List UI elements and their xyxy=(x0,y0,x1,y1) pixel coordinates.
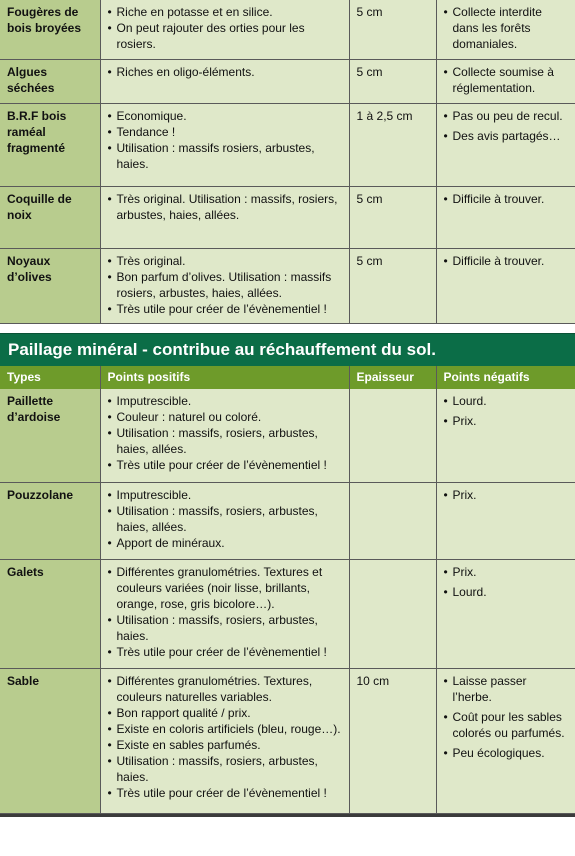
positives-list xyxy=(108,64,343,80)
mineral-table-body xyxy=(0,389,575,813)
negatives-list xyxy=(444,487,570,503)
mulch-type: Paillette d’ardoise xyxy=(0,389,100,482)
header-thickness: Epaisseur xyxy=(349,366,436,389)
positive-point: • Utilisation : massifs, rosiers, arbustes, haies. xyxy=(108,753,343,785)
positive-point: • Très original. Utilisation : massifs, rosiers, arbustes, haies, allées. xyxy=(108,191,343,223)
negatives-cell xyxy=(436,482,575,559)
positives-cell xyxy=(100,482,349,559)
positive-point: • Tendance ! xyxy=(108,124,343,140)
positive-point: • Riche en potasse et en silice. xyxy=(108,4,343,20)
table-row xyxy=(0,187,575,249)
thickness-cell: 5 cm xyxy=(349,249,436,324)
negatives-list xyxy=(444,108,570,144)
positives-cell xyxy=(100,0,349,60)
mulch-type: Pouzzolane xyxy=(0,482,100,559)
organic-mulch-table xyxy=(0,0,575,324)
table-row xyxy=(0,249,575,324)
positive-point: • Existe en coloris artificiels (bleu, rouge…). xyxy=(108,721,343,737)
positive-point: • Très utile pour créer de l’évènementiel ! xyxy=(108,644,343,660)
positive-point: • On peut rajouter des orties pour les rosiers. xyxy=(108,20,343,52)
thickness-cell: 5 cm xyxy=(349,187,436,249)
thickness-cell: 10 cm xyxy=(349,668,436,813)
positives-cell xyxy=(100,668,349,813)
negative-point: • Pas ou peu de recul. xyxy=(444,108,570,124)
negative-point: • Prix. xyxy=(444,487,570,503)
table-row xyxy=(0,60,575,104)
mineral-section-title: Paillage minéral - contribue au réchauffement du sol. xyxy=(0,333,575,366)
positive-point: • Bon rapport qualité / prix. xyxy=(108,705,343,721)
positives-list xyxy=(108,191,343,223)
positive-point: • Utilisation : massifs, rosiers, arbustes, haies. xyxy=(108,612,343,644)
positive-point: • Utilisation : massifs rosiers, arbustes, haies. xyxy=(108,140,343,172)
negatives-cell xyxy=(436,104,575,187)
positives-list xyxy=(108,108,343,172)
negative-point: • Prix. xyxy=(444,564,570,580)
positive-point: • Très utile pour créer de l’évènementiel ! xyxy=(108,301,343,317)
negatives-list xyxy=(444,253,570,269)
mulch-type: Coquille de noix xyxy=(0,187,100,249)
positives-list xyxy=(108,487,343,551)
table-row xyxy=(0,104,575,187)
positives-cell xyxy=(100,60,349,104)
negative-point: • Peu écologiques. xyxy=(444,745,570,761)
positive-point: • Utilisation : massifs, rosiers, arbustes, haies, allées. xyxy=(108,425,343,457)
negatives-list xyxy=(444,564,570,600)
negatives-cell xyxy=(436,668,575,813)
positive-point: • Très original. xyxy=(108,253,343,269)
thickness-cell xyxy=(349,482,436,559)
positives-list xyxy=(108,393,343,473)
negative-point: • Collecte soumise à réglementation. xyxy=(444,64,570,96)
negative-point: • Laisse passer l’herbe. xyxy=(444,673,570,705)
negatives-cell xyxy=(436,0,575,60)
negative-point: • Des avis partagés… xyxy=(444,128,570,144)
negatives-list xyxy=(444,4,570,52)
mulch-type: Noyaux d’olives xyxy=(0,249,100,324)
positives-cell xyxy=(100,559,349,668)
thickness-cell: 5 cm xyxy=(349,60,436,104)
positive-point: • Très utile pour créer de l’évènementiel ! xyxy=(108,785,343,801)
negative-point: • Difficile à trouver. xyxy=(444,191,570,207)
section-gap xyxy=(0,324,575,333)
table-row xyxy=(0,482,575,559)
positive-point: • Différentes granulométries. Textures et couleurs variées (noir lisse, brillants, orange, rose, gris bicolore…). xyxy=(108,564,343,612)
negative-point: • Collecte interdite dans les forêts domaniales. xyxy=(444,4,570,52)
positive-point: • Economique. xyxy=(108,108,343,124)
positives-cell xyxy=(100,104,349,187)
positives-cell xyxy=(100,249,349,324)
mineral-mulch-table xyxy=(0,366,575,814)
header-positives: Points positifs xyxy=(100,366,349,389)
table-row xyxy=(0,389,575,482)
positive-point: • Différentes granulométries. Textures, couleurs naturelles variables. xyxy=(108,673,343,705)
negative-point: • Coût pour les sables colorés ou parfumés. xyxy=(444,709,570,741)
positives-cell xyxy=(100,187,349,249)
positive-point: • Bon parfum d’olives. Utilisation : massifs rosiers, arbustes, haies, allées. xyxy=(108,269,343,301)
header-types: Types xyxy=(0,366,100,389)
negatives-cell xyxy=(436,559,575,668)
negatives-list xyxy=(444,191,570,207)
thickness-cell: 1 à 2,5 cm xyxy=(349,104,436,187)
organic-table-body xyxy=(0,0,575,324)
thickness-cell xyxy=(349,389,436,482)
positive-point: • Très utile pour créer de l’évènementiel ! xyxy=(108,457,343,473)
positive-point: • Utilisation : massifs, rosiers, arbustes, haies, allées. xyxy=(108,503,343,535)
negative-point: • Lourd. xyxy=(444,584,570,600)
positive-point: • Riches en oligo-éléments. xyxy=(108,64,343,80)
negatives-cell xyxy=(436,60,575,104)
negative-point: • Lourd. xyxy=(444,393,570,409)
negatives-list xyxy=(444,393,570,429)
positive-point: • Imputrescible. xyxy=(108,487,343,503)
negatives-cell xyxy=(436,249,575,324)
negatives-list xyxy=(444,673,570,761)
positive-point: • Imputrescible. xyxy=(108,393,343,409)
table-row xyxy=(0,668,575,813)
negatives-cell xyxy=(436,187,575,249)
thickness-cell: 5 cm xyxy=(349,0,436,60)
negatives-list xyxy=(444,64,570,96)
negative-point: • Prix. xyxy=(444,413,570,429)
positives-cell xyxy=(100,389,349,482)
mulch-type: Galets xyxy=(0,559,100,668)
positives-list xyxy=(108,564,343,660)
table-row xyxy=(0,0,575,60)
mineral-table-header xyxy=(0,366,575,389)
header-negatives: Points négatifs xyxy=(436,366,575,389)
mulch-type: Algues séchées xyxy=(0,60,100,104)
positives-list xyxy=(108,4,343,52)
table-row xyxy=(0,559,575,668)
negatives-cell xyxy=(436,389,575,482)
mulch-type: Sable xyxy=(0,668,100,813)
positives-list xyxy=(108,253,343,317)
positive-point: • Couleur : naturel ou coloré. xyxy=(108,409,343,425)
positives-list xyxy=(108,673,343,801)
positive-point: • Apport de minéraux. xyxy=(108,535,343,551)
mulch-type: Fougères de bois broyées xyxy=(0,0,100,60)
bottom-rule xyxy=(0,814,575,817)
mulch-type: B.R.F bois raméal fragmenté xyxy=(0,104,100,187)
negative-point: • Difficile à trouver. xyxy=(444,253,570,269)
positive-point: • Existe en sables parfumés. xyxy=(108,737,343,753)
thickness-cell xyxy=(349,559,436,668)
